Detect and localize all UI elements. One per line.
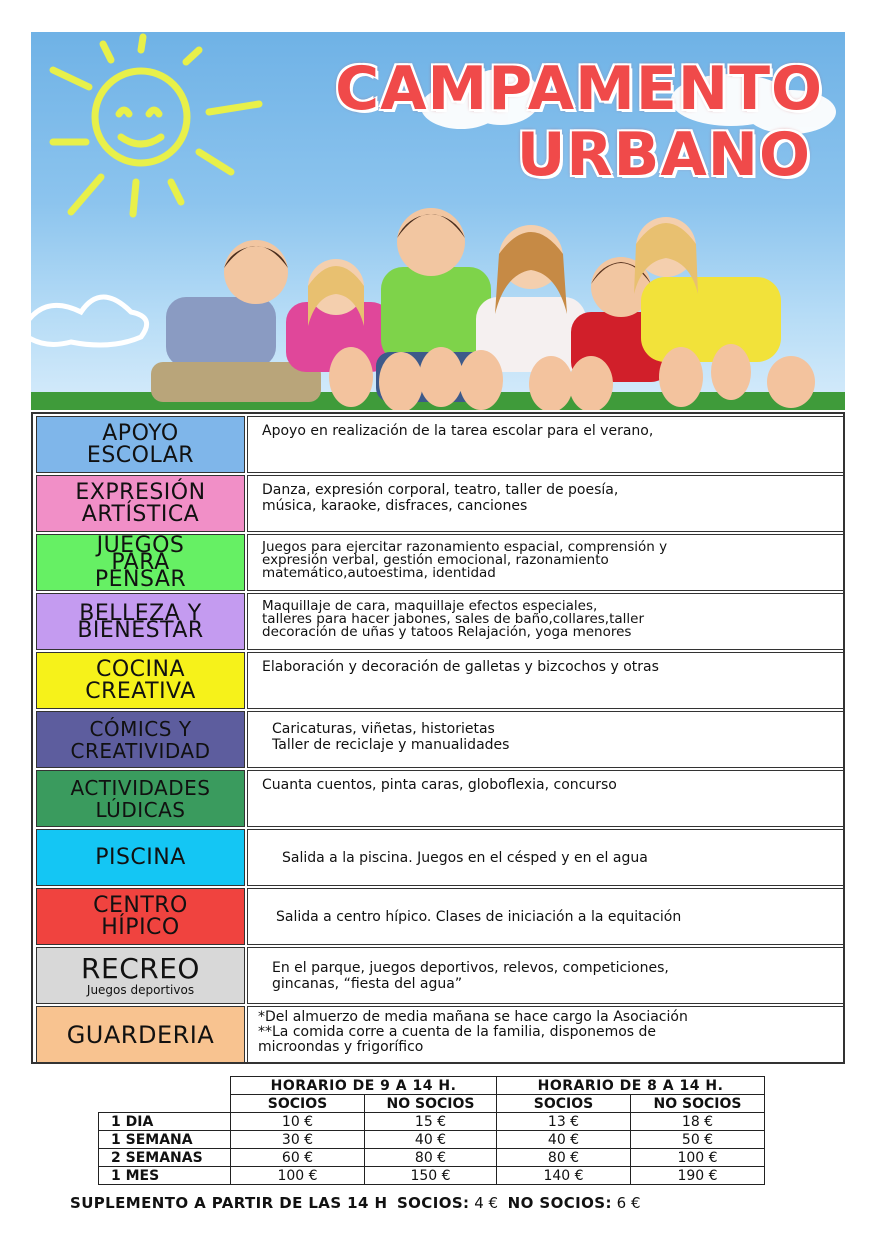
activity-name: BELLEZA Y BIENESTAR — [77, 600, 204, 643]
activity-description: Cuanta cuentos, pinta caras, globoflexia, concurso — [247, 770, 844, 827]
supplement-socios-value: 4 € — [474, 1194, 499, 1212]
activity-name: APOYO ESCOLAR — [86, 420, 195, 468]
supplement-no-socios-value: 6 € — [616, 1194, 641, 1212]
activity-description: En el parque, juegos deportivos, relevos, competiciones, gincanas, “fiesta del agua” — [247, 947, 844, 1004]
activity-row — [36, 416, 840, 473]
price-cell: 40 € — [497, 1131, 631, 1149]
price-row — [99, 1167, 765, 1185]
activity-category — [36, 475, 245, 532]
price-row — [99, 1131, 765, 1149]
activity-category — [36, 416, 245, 473]
supplement-no-socios-label: NO SOCIOS: — [507, 1194, 612, 1212]
activity-category — [36, 888, 245, 945]
activity-row — [36, 593, 840, 650]
title-line-1: CAMPAMENTO — [335, 54, 823, 124]
activity-name: GUARDERIA — [66, 1020, 215, 1049]
price-cell: 15 € — [365, 1113, 497, 1131]
activity-category — [36, 534, 245, 591]
supplement-text: SUPLEMENTO A PARTIR DE LAS 14 H — [70, 1194, 388, 1212]
title-line-2: URBANO — [516, 120, 811, 190]
col-socios-2: SOCIOS — [497, 1095, 631, 1113]
price-cell: 100 € — [631, 1149, 765, 1167]
activity-description: Salida a centro hípico. Clases de iniciación a la equitación — [247, 888, 844, 945]
price-row — [99, 1149, 765, 1167]
price-cell: 13 € — [497, 1113, 631, 1131]
schedule-header-1: HORARIO DE 9 A 14 H. — [231, 1077, 497, 1095]
price-cell: 10 € — [231, 1113, 365, 1131]
sun-illustration — [53, 37, 259, 214]
activity-category — [36, 829, 245, 886]
activity-row — [36, 711, 840, 768]
price-cell: 30 € — [231, 1131, 365, 1149]
activity-row — [36, 1006, 840, 1063]
price-row-label: 2 SEMANAS — [99, 1149, 231, 1167]
price-cell: 190 € — [631, 1167, 765, 1185]
activity-description: Juegos para ejercitar razonamiento espacial, comprensión y expresión verbal, gestión emocional, razonamiento matemático,autoestima, identidad — [247, 534, 844, 591]
activity-name: CENTRO HÍPICO — [93, 892, 188, 940]
activity-row — [36, 770, 840, 827]
activity-name: JUEGOS PARA PENSAR — [94, 533, 187, 592]
activity-row — [36, 534, 840, 591]
col-socios-1: SOCIOS — [231, 1095, 365, 1113]
activity-name: CÓMICS Y CREATIVIDAD — [70, 716, 211, 763]
price-cell: 100 € — [231, 1167, 365, 1185]
activities-table — [31, 412, 845, 1064]
schedule-header-2: HORARIO DE 8 A 14 H. — [497, 1077, 765, 1095]
cloud-left-outline — [31, 297, 147, 345]
col-no-socios-1: NO SOCIOS — [365, 1095, 497, 1113]
activity-name: COCINA CREATIVA — [85, 656, 196, 704]
activity-category — [36, 947, 245, 1004]
price-row-label: 1 DIA — [99, 1113, 231, 1131]
price-row — [99, 1113, 765, 1131]
activity-description: Elaboración y decoración de galletas y bizcochos y otras — [247, 652, 844, 709]
price-cell: 80 € — [365, 1149, 497, 1167]
activity-name: PISCINA — [95, 844, 186, 870]
activity-category — [36, 1006, 245, 1063]
hero-banner — [31, 32, 845, 410]
activity-description: Caricaturas, viñetas, historietas Taller de reciclaje y manualidades — [247, 711, 844, 768]
price-cell: 150 € — [365, 1167, 497, 1185]
activity-row — [36, 947, 840, 1004]
activity-description: *Del almuerzo de media mañana se hace cargo la Asociación **La comida corre a cuenta de la familia, disponemos de microondas y frigorífico — [247, 1006, 844, 1063]
activity-name: RECREO — [81, 951, 200, 985]
activity-row — [36, 652, 840, 709]
activity-subtitle: Juegos deportivos — [86, 982, 195, 997]
activity-row — [36, 888, 840, 945]
activity-category — [36, 652, 245, 709]
supplement-line — [70, 1194, 641, 1212]
activity-category — [36, 593, 245, 650]
price-table — [98, 1076, 765, 1185]
activity-category — [36, 770, 245, 827]
activity-description: Apoyo en realización de la tarea escolar para el verano, — [247, 416, 844, 473]
price-row-label: 1 SEMANA — [99, 1131, 231, 1149]
price-cell: 140 € — [497, 1167, 631, 1185]
activity-row — [36, 829, 840, 886]
price-cell: 50 € — [631, 1131, 765, 1149]
activity-name: ACTIVIDADES LÚDICAS — [70, 775, 211, 822]
price-row-label: 1 MES — [99, 1167, 231, 1185]
supplement-socios-label: SOCIOS: — [396, 1194, 470, 1212]
col-no-socios-2: NO SOCIOS — [631, 1095, 765, 1113]
activity-description: Salida a la piscina. Juegos en el césped y en el agua — [247, 829, 844, 886]
price-cell: 40 € — [365, 1131, 497, 1149]
price-cell: 18 € — [631, 1113, 765, 1131]
activity-description: Maquillaje de cara, maquillaje efectos especiales, talleres para hacer jabones, sales de baño,collares,taller decoración de uñas y tatoos Relajación, yoga menores — [247, 593, 844, 650]
activity-category — [36, 711, 245, 768]
activity-description: Danza, expresión corporal, teatro, taller de poesía, música, karaoke, disfraces, canciones — [247, 475, 844, 532]
activity-name: EXPRESIÓN ARTÍSTICA — [75, 479, 206, 527]
children-group-photo — [151, 208, 815, 410]
activity-row — [36, 475, 840, 532]
price-cell: 80 € — [497, 1149, 631, 1167]
price-cell: 60 € — [231, 1149, 365, 1167]
